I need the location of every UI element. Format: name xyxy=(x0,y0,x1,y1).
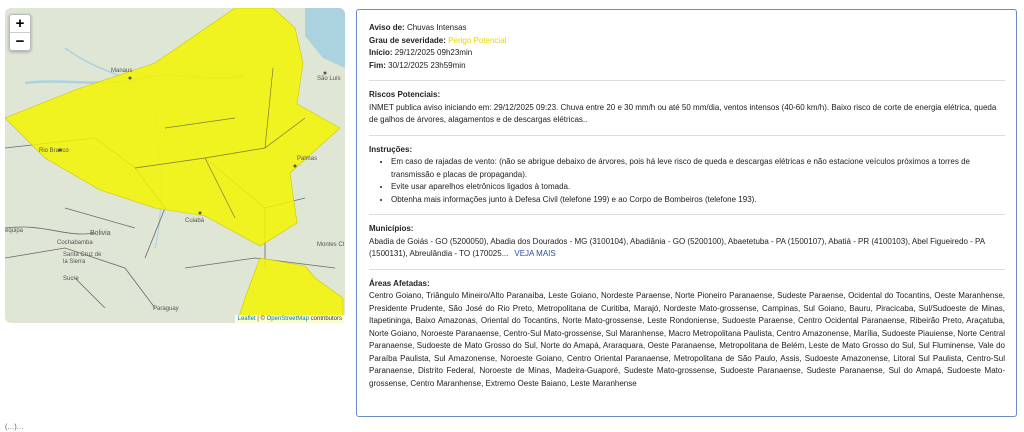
areas-text: Centro Goiano, Triângulo Mineiro/Alto Paranaíba, Leste Goiano, Nordeste Paraense, Norte Pioneiro Paranaense, Sudeste Paraense, Ocidental do Tocantins, Oeste Maranhense, Presidente Prudente, São José do Rio Preto, Metropolitana de Curitiba, Marajó, Nordeste Mato-grossense, Campinas, Sul Goiano, Bauru, Piracicaba, Sul/Sudoeste de Minas, Itapetininga, Baixo Amazonas, Oriental do Tocantins, Norte Mato-grossense, Leste Rondoniense, Sudoeste Paraense, Centro Ocidental Paranaense, Ribeirão Preto, Araçatuba, Norte Goiano, Noroeste Paranaense, Centro-Sul Mato-grossense, Sul Maranhense, Macro Metropolitana Paulista, Centro Amazonense, Marília, Sudoeste Piauiense, Norte Central Paranaense, Sudoeste de Mato Grosso do Sul, Norte do Amapá, Araraquara, Oeste Paranaense, Metropolitana de Belém, Leste de Mato Grosso do Sul, Sul Fluminense, Vale do Paraíba Paulista, Sul Amazonense, Noroeste Goiano, Centro Oriental Paranaense, Metropolitana de São Paulo, Assis, Sudoeste Amazonense, Litoral Sul Paulista, Centro-Sul Paranaense, Distrito Federal, Noroeste de Minas, Madeira-Guaporé, Sudeste Mato-grossense, Sudoeste Paranaense, Sudeste Paranaense, Sul do Amapá, Sudoeste Mato-grossense, Centro Maranhense, Extremo Oeste Baiano, Leste Maranhense xyxy=(369,291,1005,388)
zoom-control xyxy=(9,14,31,51)
map-label-cochabamba: Cochabamba xyxy=(57,240,93,246)
aviso-label: Aviso de: xyxy=(369,23,405,32)
grau-row xyxy=(369,35,1005,48)
osm-link[interactable]: OpenStreetMap xyxy=(266,316,309,322)
municipios-title: Municípios: xyxy=(369,224,414,233)
map-label-cuiaba: Cuiabá xyxy=(185,218,205,224)
alert-details-panel xyxy=(356,9,1017,417)
attribution-tail: contributors xyxy=(308,316,342,322)
instrucoes-title: Instruções: xyxy=(369,144,413,154)
instrucao-item: • Obtenha mais informações junto à Defesa Civil (telefone 199) e ao Corpo de Bombeiros (telefone 193). xyxy=(391,194,1005,207)
map-attribution xyxy=(235,315,345,323)
inicio-row xyxy=(369,47,1005,60)
map-label-sucre: Sucre xyxy=(63,276,79,282)
attribution-separator: | © xyxy=(255,316,267,322)
grau-label: Grau de severidade: xyxy=(369,35,446,45)
municipios-block xyxy=(369,236,1005,261)
map-label-santa-cruz: Santa Cruz de la Sierra xyxy=(63,252,102,265)
map-label-paraguay: Paraguay xyxy=(153,306,179,312)
areas-title: Áreas Afetadas: xyxy=(369,278,430,288)
riscos-text: INMET publica aviso iniciando em: 29/12/2025 09:23. Chuva entre 20 e 30 mm/h ou até 50 mm/dia, ventos intensos (40-60 km/h). Baixo risco de corte de energia elétrica, queda de galhos de árvores, alagamentos e de descargas elétricas.. xyxy=(369,102,997,124)
map-label-palmas: Palmas xyxy=(297,156,318,162)
map-label-manaus: Manaus xyxy=(111,68,133,74)
divider xyxy=(369,214,1005,215)
map-label-equipa: equipa xyxy=(5,228,24,234)
map-label-bolivia: Bolivia xyxy=(90,230,111,237)
inicio-value: 29/12/2025 09h23min xyxy=(394,48,473,57)
zoom-out-button[interactable]: − xyxy=(10,32,30,50)
severity-value: Perigo Potencial xyxy=(448,35,507,45)
veja-mais-link[interactable]: VEJA MAIS xyxy=(514,249,556,258)
inicio-label: Início: xyxy=(369,48,393,57)
divider xyxy=(369,80,1005,81)
aviso-row xyxy=(369,22,1005,35)
divider xyxy=(369,135,1005,136)
footer-fragment: (…)… xyxy=(5,424,24,431)
zoom-in-button[interactable]: + xyxy=(15,15,25,32)
aviso-value: Chuvas Intensas xyxy=(406,23,467,32)
fim-value: 30/12/2025 23h59min xyxy=(388,60,466,70)
leaflet-link[interactable]: Leaflet xyxy=(237,316,256,322)
fim-label: Fim: xyxy=(369,60,386,70)
instrucao-item: • Evite usar aparelhos eletrônicos ligados à tomada. xyxy=(391,181,1005,194)
alert-map[interactable] xyxy=(5,8,345,323)
map-label-sao-luis: São Luís xyxy=(317,76,341,82)
map-canvas xyxy=(5,8,345,323)
map-label-rio-branco: Rio Branco xyxy=(39,148,69,154)
riscos-title: Riscos Potenciais: xyxy=(369,90,441,99)
fim-row xyxy=(369,60,1005,73)
instrucao-item: • Em caso de rajadas de vento: (não se abrigue debaixo de árvores, pois há leve risco de queda e descargas elétricas e não estacione veículos próximos a torres de transmissão e placas de propaganda). xyxy=(391,156,1005,181)
instrucoes-list xyxy=(369,156,1005,206)
divider xyxy=(369,269,1005,270)
map-label-montes-claros: Montes Cl xyxy=(317,242,345,248)
municipios-text: Abadia de Goiás - GO (5200050), Abadia dos Dourados - MG (3100104), Abadiânia - GO (5200100), Abaetetuba - PA (1500107), Abatiá - PR (4100103), Abel Figueiredo - PA (1500131), Abreulândia - TO (170025... xyxy=(369,236,985,258)
